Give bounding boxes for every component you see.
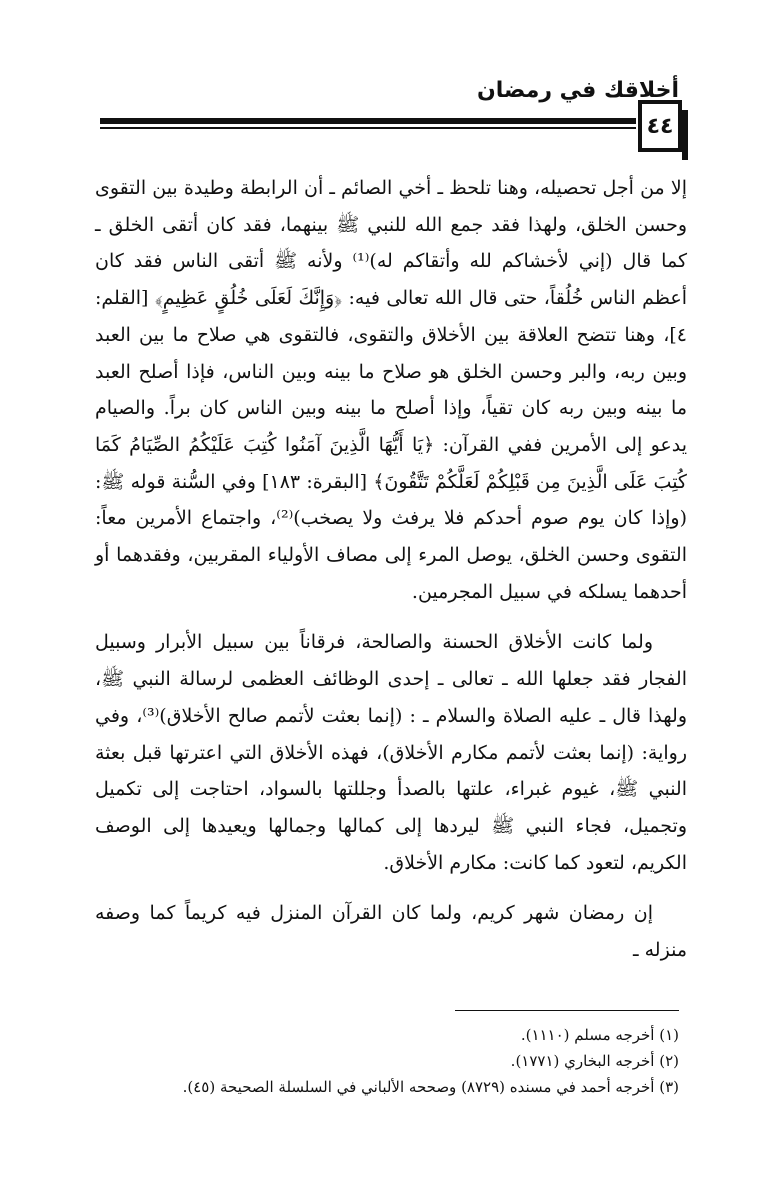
paragraph-1: إلا من أجل تحصيله، وهنا تلحظ ـ أخي الصائم ـ أن الرابطة وطيدة بين التقوى وحسن الخلق، ولهذا فقد جمع الله للنبي ﷺ بينهما، فقد كان أتقى الخلق ـ كما قال (إني لأخشاكم لله وأتقاكم له)⁽¹⁾ ولأنه ﷺ أتقى الناس فقد كان أعظم الناس خُلُقاً، حتى قال الله تعالى فيه: ﴿وَإِنَّكَ لَعَلَى خُلُقٍ عَظِيمٍ﴾ [القلم: ٤]، وهنا تتضح العلاقة بين الأخلاق والتقوى، فالتقوى هي صلاح ما بين العبد وبين ربه، والبر وحسن الخلق هو صلاح ما بينه وبين الناس، فإذا أصلح العبد ما بينه وبين ربه كان تقياً، وإذا أصلح ما بينه وبين الناس كان براً. والصيام يدعو إلى الأمرين ففي القرآن: ﴿يَا أَيُّهَا الَّذِينَ آمَنُوا كُتِبَ عَلَيْكُمُ الصِّيَامُ كَمَا كُتِبَ عَلَى الَّذِينَ مِن قَبْلِكُمْ لَعَلَّكُمْ تَتَّقُونَ﴾ [البقرة: ١٨٣] وفي السُّنة قوله ﷺ: (وإذا كان يوم صوم أحدكم فلا يرفث ولا يصخب)⁽²⁾، واجتماع الأمرين معاً: التقوى وحسن الخلق، يوصل المرء إلى مصاف الأولياء المقربين، وفقدهما أو أحدهما يسلكه في سبيل المجرمين. [95,177,687,603]
page-number: ٤٤ [638,100,682,152]
header-rule-thin [100,127,636,129]
header-rule-thick [100,118,636,124]
footnote-3: (٣) أخرجه أحمد في مسنده (٨٧٢٩) وصححه الألباني في السلسلة الصحيحة (٤٥). [182,1078,679,1096]
footnote-2: (٢) أخرجه البخاري (١٧٧١). [510,1052,679,1070]
running-header-title: أخلاقك في رمضان [477,78,679,103]
body-text [95,170,687,969]
paragraph-2: ولما كانت الأخلاق الحسنة والصالحة، فرقاناً بين سبيل الأبرار وسبيل الفجار فقد جعلها الله ـ تعالى ـ إحدى الوظائف العظمى لرسالة النبي ﷺ، ولهذا قال ـ عليه الصلاة والسلام ـ : (إنما بعثت لأتمم صالح الأخلاق)⁽³⁾، وفي رواية: (إنما بعثت لأتمم مكارم الأخلاق)، فهذه الأخلاق التي اعترتها قبل بعثة النبي ﷺ، غيوم غبراء، علتها بالصدأ وجللتها بالسواد، احتاجت إلى تكميل وتجميل، فجاء النبي ﷺ ليردها إلى كمالها وجمالها ويعيدها إلى الوصف الكريم، لتعود كما كانت: مكارم الأخلاق. [95,631,687,874]
paragraph-3: إن رمضان شهر كريم، ولما كان القرآن المنزل فيه كريماً كما وصفه منزله ـ [95,902,687,962]
footnote-1: (١) أخرجه مسلم (١١١٠). [520,1026,679,1044]
footnote-separator [455,1010,679,1011]
footnotes [87,1022,679,1100]
